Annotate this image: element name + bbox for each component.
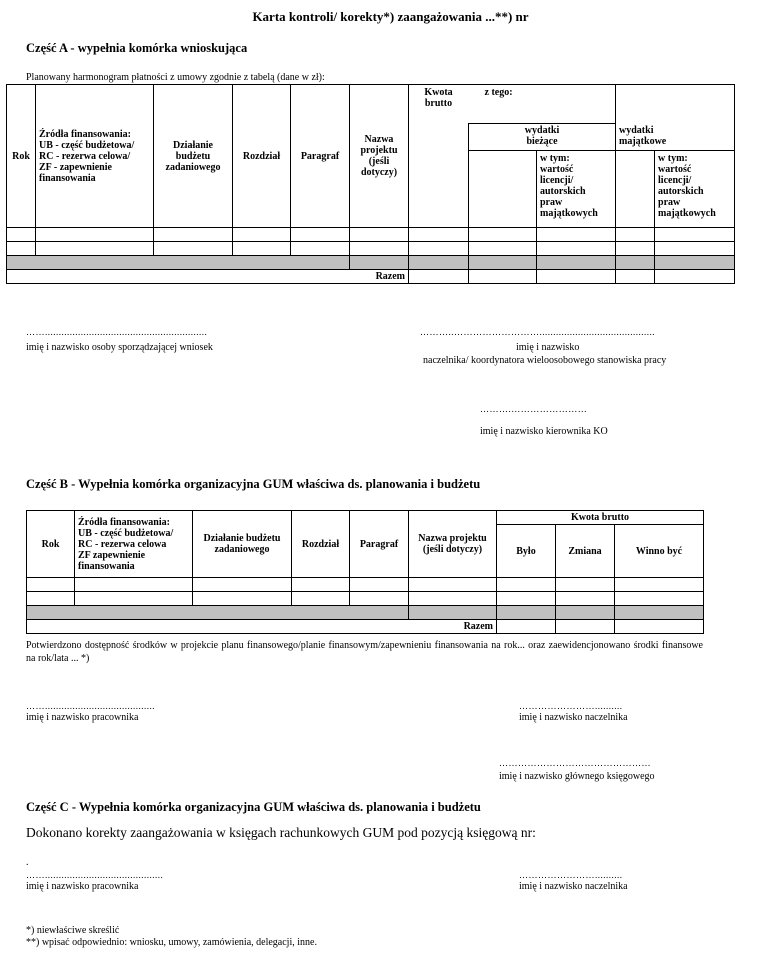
b-header-zrodla: Źródła finansowania: UB - część budżetowa/ RC - rezerwa celowa ZF zapewnienie finansowania [75, 511, 193, 578]
table-row [27, 578, 704, 592]
sig-b-right-label: imię i nazwisko naczelnika [519, 712, 628, 723]
sig-gk-dots: ………………………………………… [499, 758, 651, 768]
sig-a-left-label: imię i nazwisko osoby sporządzającej wniosek [26, 342, 213, 353]
b-razem-label: Razem [27, 620, 497, 634]
part-b-table [26, 510, 704, 634]
document-title: Karta kontroli/ korekty*) zaangażowania ...**) nr [252, 9, 529, 24]
b-header-bylo: Było [497, 525, 556, 578]
header-wydatki-majatkowe: wydatki majątkowe [616, 124, 735, 151]
b-header-zmiana: Zmiana [556, 525, 615, 578]
header-dzialanie: Działanie budżetu zadaniowego [154, 85, 233, 228]
sig-a-right-dots: ………..……………………….......................................... [420, 327, 655, 337]
sig-ko-dots: ……….…………………… [480, 404, 588, 414]
b-header-winno-byc: Winno być [615, 525, 704, 578]
header-zrodla: Źródła finansowania: UB - część budżetowa/ RC - rezerwa celowa/ ZF - zapewnienie finansowania [36, 85, 154, 228]
footnote-1: *) niewłaściwe skreślić [26, 925, 120, 936]
sig-c-left-dots: ……........................................... [26, 870, 164, 880]
b-header-rozdzial: Rozdział [292, 511, 350, 578]
header-kwota-brutto: Kwota brutto [409, 85, 469, 228]
b-header-dzialanie: Działanie budżetu zadaniowego [193, 511, 292, 578]
b-header-rok: Rok [27, 511, 75, 578]
header-paragraf: Paragraf [291, 85, 350, 228]
table-row [27, 606, 704, 620]
sig-b-left-label: imię i nazwisko pracownika [26, 712, 139, 723]
part-b-confirmation: Potwierdzono dostępność środków w projekcie planu finansowego/planie finansowym/zapewnieniu finansowania na rok... oraz zaewidencjonowano środki finansowe na rok/lata ... *) [26, 640, 703, 664]
razem-row [27, 620, 704, 634]
table-row [27, 592, 704, 606]
table-row [7, 256, 735, 270]
part-c-heading: Część C - Wypełnia komórka organizacyjna GUM właściwa ds. planowania i budżetu [26, 800, 481, 814]
part-c-dot: . [26, 857, 29, 868]
part-a-table [6, 84, 735, 284]
part-c-text: Dokonano korekty zaangażowania w księgach rachunkowych GUM pod pozycją księgową nr: [26, 825, 536, 840]
sig-a-right-label1: imię i nazwisko [516, 342, 580, 353]
sig-a-left-dots: ……........................................................... [26, 327, 208, 337]
header-rok: Rok [7, 85, 36, 228]
razem-row [7, 270, 735, 284]
sig-gk-label: imię i nazwisko głównego księgowego [499, 771, 655, 782]
b-header-kwota-brutto: Kwota brutto [497, 511, 704, 525]
footnote-2: **) wpisać odpowiednio: wniosku, umowy, zamówienia, delegacji, inne. [26, 937, 317, 948]
b-header-paragraf: Paragraf [350, 511, 409, 578]
razem-label: Razem [7, 270, 409, 284]
sig-c-right-dots: …………………….......... [519, 870, 623, 880]
header-w-tym-licencji-majatkowe: w tym: wartość licencji/ autorskich praw majątkowych [655, 151, 735, 228]
sig-c-right-label: imię i nazwisko naczelnika [519, 881, 628, 892]
header-w-tym-licencji-biezace: w tym: wartość licencji/ autorskich praw majątkowych [537, 151, 616, 228]
sig-c-left-label: imię i nazwisko pracownika [26, 881, 139, 892]
sig-a-right-label2: naczelnika/ koordynatora wieloosobowego stanowiska pracy [423, 355, 667, 366]
part-a-heading: Część A - wypełnia komórka wnioskująca [26, 41, 248, 55]
header-wydatki-biezace: wydatki bieżące [469, 124, 616, 151]
b-header-nazwa-projektu: Nazwa projektu (jeśli dotyczy) [409, 511, 497, 578]
table-row [7, 242, 735, 256]
table-row [7, 228, 735, 242]
header-empty [616, 85, 735, 124]
part-b-heading: Część B - Wypełnia komórka organizacyjna GUM właściwa ds. planowania i budżetu [26, 477, 481, 491]
part-a-intro: Planowany harmonogram płatności z umowy zgodnie z tabelą (dane w zł): [26, 72, 325, 83]
sig-b-right-dots: …………………….......... [519, 701, 623, 711]
header-z-tego: z tego: [469, 85, 616, 124]
header-rozdzial: Rozdział [233, 85, 291, 228]
header-nazwa-projektu: Nazwa projektu (jeśli dotyczy) [350, 85, 409, 228]
sig-ko-label: imię i nazwisko kierownika KO [480, 426, 608, 437]
sig-b-left-dots: ……........................................ [26, 701, 155, 711]
